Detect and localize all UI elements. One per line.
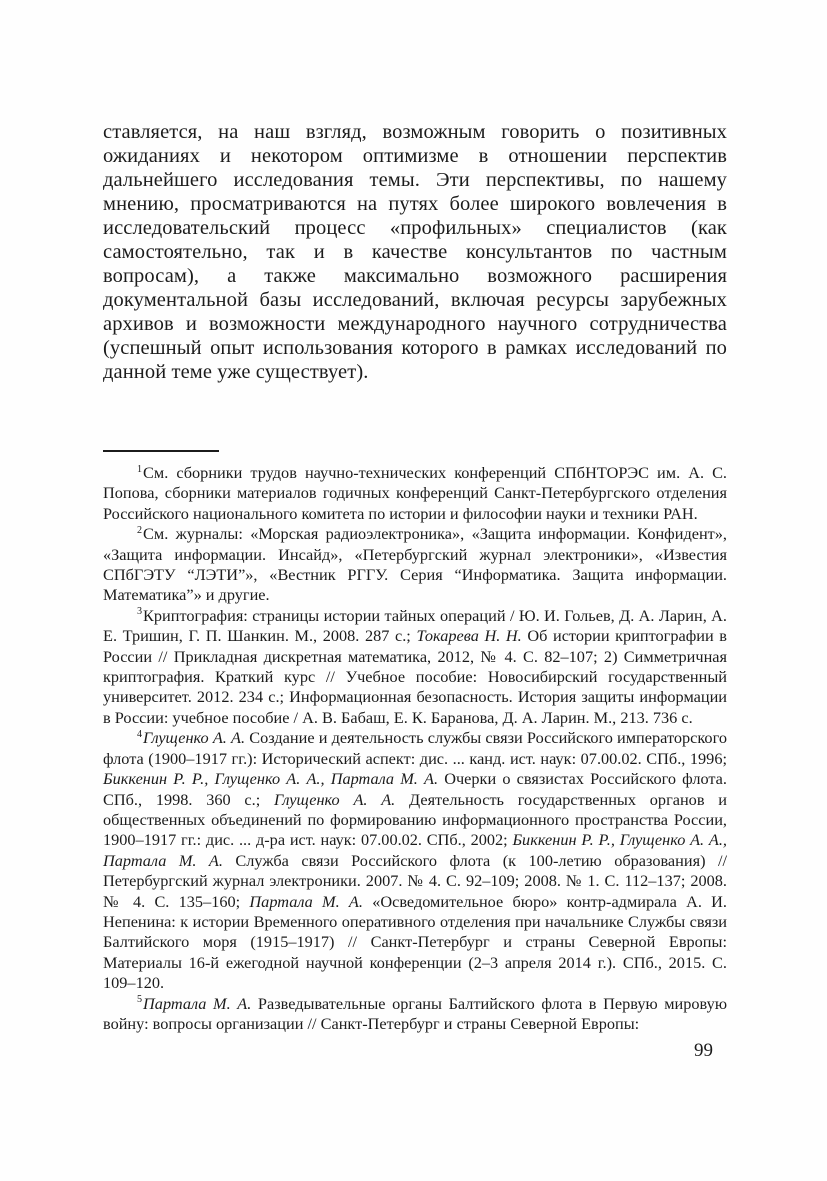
footnote-author-italic: Глущенко А. А. bbox=[143, 728, 246, 748]
footnote-separator-rule bbox=[103, 450, 219, 452]
footnote-author-italic: Партала М. А. bbox=[143, 993, 252, 1013]
footnote-text: «Осведомительное бюро» контр-адмирала А. И. Непенина: к истории Временного оперативного отделения при начальнике Службы связи Балтийского моря (1915–1917) // Санкт-Петербург и страны Северной Европы: Материалы 16-й ежегодной научной конференции (2–3 апреля 2014 г.). СПб., 2015. С. 109–120. bbox=[103, 891, 728, 993]
body-paragraph: ставляется, на наш взгляд, возможным говорить о позитивных ожиданиях и некотором оптимизме в отношении перспектив дальнейшего исследования темы. Эти перспективы, по нашему мнению, просматриваются на путях более широкого вовлечения в исследовательский процесс «профильных» специалистов (как самостоятельно, так и в качестве консультантов по частным вопросам), а также максимально возможного расширения документальной базы исследований, включая ресурсы зарубежных архивов и возможности международного научного сотрудничества (успешный опыт использования которого в рамках исследований по данной теме уже существует). bbox=[103, 121, 727, 383]
footnote-author-italic: Биккенин Р. Р., Глущенко А. А., Партала М. А. bbox=[103, 769, 439, 789]
footnote-author-italic: Глущенко А. А. bbox=[274, 789, 396, 809]
footnote-marker: 2 bbox=[137, 524, 143, 536]
footnote-4 bbox=[103, 728, 727, 993]
footnote-marker: 4 bbox=[137, 728, 143, 740]
footnotes-section bbox=[103, 463, 727, 1034]
footnote-2 bbox=[103, 524, 727, 606]
footnote-text: Деятельность государственных органов и общественных объединений по формированию информационного пространства России, 1900–1917 гг.: дис. ... д-ра ист. наук: 07.00.02. СПб., 2002; bbox=[103, 789, 728, 850]
footnote-text: Очерки о связистах Российского флота. СПб., 1998. 360 с.; bbox=[103, 769, 727, 809]
footnote-text: См. журналы: «Морская радиоэлектроника», «Защита информации. Конфидент», «Защита информации. Инсайд», «Петербургский журнал электроники», «Известия СПбГЭТУ “ЛЭТИ”», «Вестник РГГУ. Серия “Информатика. Защита информации. Математика”» и другие. bbox=[103, 524, 727, 605]
footnote-author-italic: Токарева Н. Н. bbox=[416, 626, 522, 646]
footnote-5 bbox=[103, 994, 727, 1035]
footnote-marker: 1 bbox=[137, 463, 143, 475]
footnote-author-italic: Биккенин Р. Р., Глущенко А. А., Партала М. А. bbox=[103, 830, 727, 870]
footnote-text: Разведывательные органы Балтийского флота в Первую мировую войну: вопросы организации // Санкт-Петербург и страны Северной Европы: bbox=[103, 993, 727, 1033]
footnote-text: Служба связи Российского флота (к 100-летию образования) // Петербургский журнал электроники. 2007. № 4. С. 92–109; 2008. № 1. С. 112–137; 2008. № 4. С. 135–160; bbox=[103, 850, 728, 911]
footnote-text: См. сборники трудов научно-технических конференций СПбНТОРЭС им. А. С. Попова, сборники материалов годичных конференций Санкт-Петербургского отделения Российского национального комитета по истории и философии науки и техники РАН. bbox=[103, 463, 727, 523]
page-number: 99 bbox=[694, 1040, 713, 1062]
footnote-text: Об истории криптографии в России // Прикладная дискретная математика, 2012, № 4. С. 82–107; 2) Симметричная криптография. Краткий курс // Учебное пособие: Новосибирский государственный университет. 2012. 234 с.; Информационная безопасность. История защиты информации в России: учебное пособие / А. В. Бабаш, Е. К. Баранова, Д. А. Ларин. М., 213. 736 с. bbox=[103, 626, 727, 727]
footnote-marker: 3 bbox=[137, 606, 143, 618]
footnote-author-italic: Партала М. А. bbox=[249, 891, 363, 911]
footnote-text: Создание и деятельность службы связи Российского императорского флота (1900–1917 гг.): Исторический аспект: дис. ... канд. ист. наук: 07.00.02. СПб., 1996; bbox=[103, 728, 727, 768]
footnote-text: Криптография: страницы истории тайных операций / Ю. И. Гольев, Д. А. Ларин, А. Е. Тришин, Г. П. Шанкин. М., 2008. 287 с.; bbox=[103, 605, 727, 646]
footnote-1 bbox=[103, 463, 727, 524]
footnote-marker: 5 bbox=[137, 994, 143, 1006]
text-block bbox=[103, 120, 727, 1063]
footnote-3 bbox=[103, 606, 727, 728]
